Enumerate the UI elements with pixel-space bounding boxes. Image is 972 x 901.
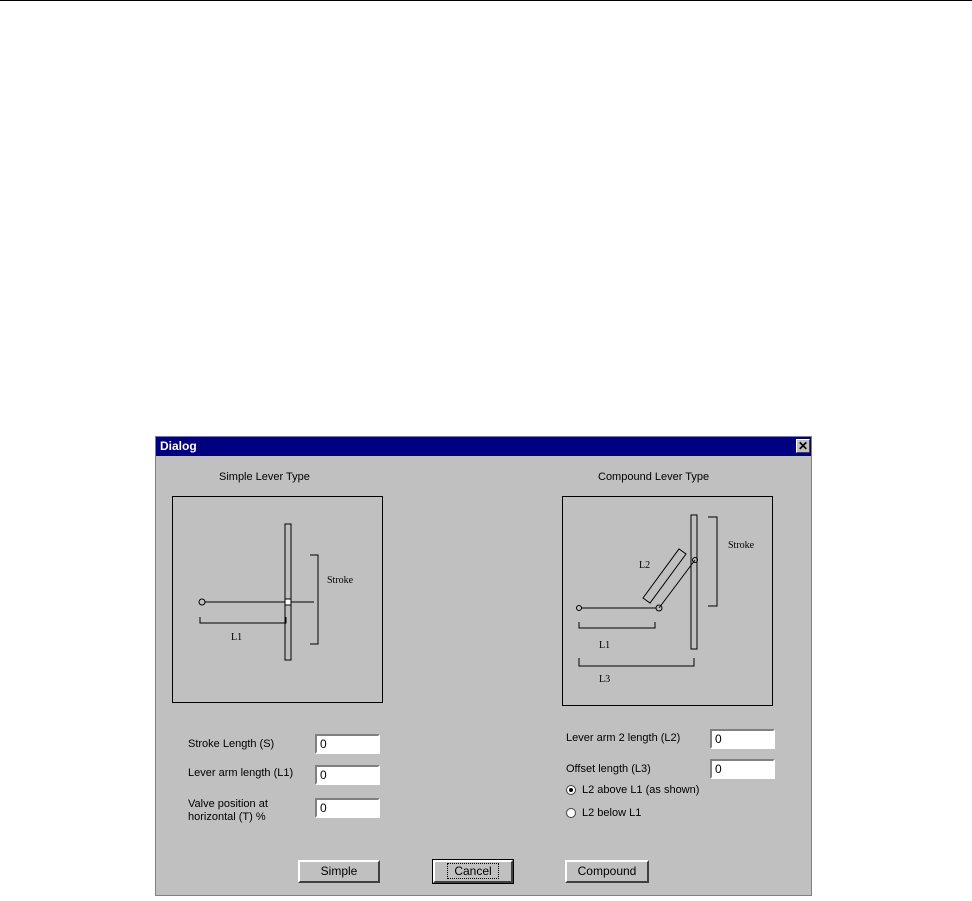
lever-arm-2-length-field[interactable] [710,729,775,749]
radio-l2-below-label: L2 below L1 [582,807,642,819]
valve-position-label: Valve position at horizontal (T) % [188,798,268,823]
simple-lever-heading: Simple Lever Type [219,471,310,483]
simple-l1-bracket [200,617,286,623]
simple-stroke-bracket [310,555,318,644]
compound-lever-drawing [563,497,772,705]
compound-lever-heading: Compound Lever Type [598,471,710,483]
cancel-button[interactable] [433,860,513,883]
compound-l3-bracket [579,658,694,666]
radio-l2-below[interactable] [566,807,641,819]
simple-stroke-label: Stroke [327,575,354,586]
compound-stroke-bracket [708,517,717,606]
compound-l1-bracket [579,622,655,628]
lever-arm-2-length-label: Lever arm 2 length (L2) [566,732,681,744]
simple-button[interactable]: Simple [298,860,380,883]
simple-valve-stem [285,524,291,660]
compound-lever-diagram [562,496,773,706]
dialog-title: Dialog [160,439,197,453]
compound-l2-label: L2 [639,560,651,571]
compound-valve-stem [691,515,697,649]
compound-button[interactable]: Compound [565,860,649,883]
lever-type-dialog [155,436,812,896]
simple-lever-drawing [173,497,382,702]
stroke-length-field[interactable] [315,734,380,754]
simple-pivot [199,599,205,605]
lever-arm-length-field[interactable] [315,765,380,785]
offset-length-label: Offset length (L3) [566,763,651,775]
compound-l3-label: L3 [599,674,611,685]
compound-l1-label: L1 [599,640,611,651]
radio-l2-above-label: L2 above L1 (as shown) [582,784,700,796]
compound-stroke-label: Stroke [728,540,755,551]
radio-unchecked-icon[interactable] [566,808,576,818]
compound-pivot [577,606,582,611]
offset-length-field[interactable] [710,759,775,779]
simple-joint [285,599,291,605]
valve-position-field[interactable] [315,798,380,818]
simple-l1-label: L1 [231,632,243,643]
radio-l2-above[interactable] [566,784,699,796]
stroke-length-label: Stroke Length (S) [188,738,275,750]
radio-checked-icon[interactable] [566,785,576,795]
lever-arm-length-label: Lever arm length (L1) [188,767,294,779]
compound-l2-bracket [643,549,686,603]
dialog-titlebar [156,437,811,456]
close-icon[interactable]: ✕ [797,439,809,453]
page-top-rule [0,0,972,1]
cancel-button-label: Cancel [447,863,498,879]
simple-lever-diagram [172,496,383,703]
